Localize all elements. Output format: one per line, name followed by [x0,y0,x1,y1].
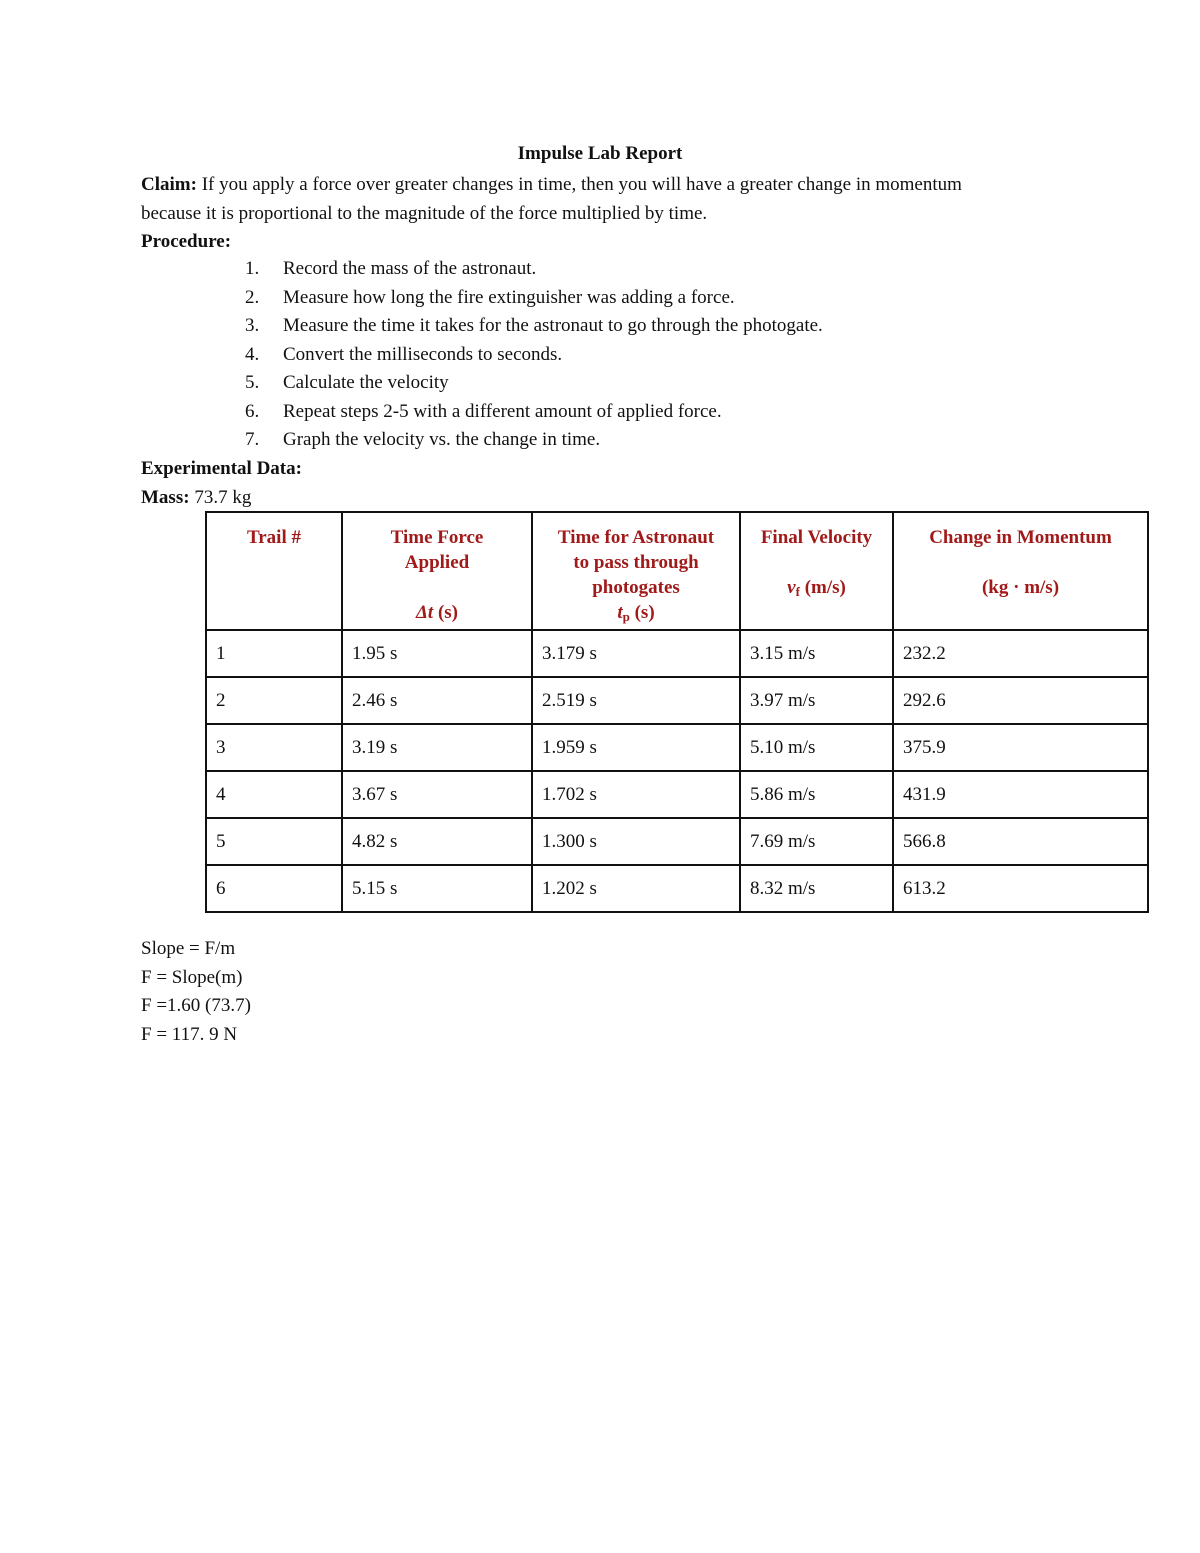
step-number: 4. [245,343,260,365]
list-item [245,255,823,284]
formula-line: F =1.60 (73.7) [141,995,251,1016]
cell-astronaut-time: 2.519 s [532,677,740,724]
cell-time-force: 2.46 s [342,677,532,724]
formula-line: F = Slope(m) [141,966,243,988]
list-item [245,398,823,427]
procedure-steps-list [245,255,823,455]
cell-final-velocity: 3.15 m/s [740,630,893,677]
list-item [245,341,823,370]
vf-symbol: v [787,577,796,598]
cell-momentum: 375.9 [893,724,1148,771]
cell-final-velocity: 8.32 m/s [740,865,893,912]
cell-momentum: 566.8 [893,818,1148,865]
claim-text: If you apply a force over greater changes in time, then you will have a greater change in momentum because it is proportional to the magnitude of the force multiplied by time. [141,174,962,224]
page-title: Impulse Lab Report [517,143,683,164]
delta-t-symbol: Δt [415,602,434,623]
cell-astronaut-time: 1.300 s [532,818,740,865]
header-trail: Trail # [206,512,342,630]
cell-trail: 2 [206,677,342,724]
table-row [206,865,1148,912]
step-number: 7. [245,429,260,450]
procedure-heading: Procedure: [141,231,232,252]
list-item [245,284,823,313]
step-text: Record the mass of the astronaut. [283,258,537,279]
list-item [245,312,823,341]
cell-trail: 1 [206,630,342,677]
cell-time-force: 1.95 s [342,630,532,677]
step-text: Repeat steps 2-5 with a different amount of applied force. [283,400,722,422]
table-row [206,818,1148,865]
step-text: Measure the time it takes for the astronaut to go through the photogate. [283,315,823,336]
mass-value: 73.7 kg [194,487,252,508]
step-number: 6. [245,400,260,422]
list-item [245,426,823,455]
step-text: Measure how long the fire extinguisher was adding a force. [283,286,735,308]
cell-trail: 3 [206,724,342,771]
cell-time-force: 3.67 s [342,771,532,818]
header-change-in-momentum: Change in Momentum (kg · m/s) [893,512,1148,630]
mass-label: Mass: [141,487,190,508]
cell-astronaut-time: 3.179 s [532,630,740,677]
cell-trail: 6 [206,865,342,912]
cell-momentum: 232.2 [893,630,1148,677]
cell-time-force: 3.19 s [342,724,532,771]
table-row [206,724,1148,771]
cell-final-velocity: 3.97 m/s [740,677,893,724]
data-table [205,511,1149,913]
table-row [206,630,1148,677]
tp-symbol: t [617,602,623,623]
step-number: 5. [245,372,260,393]
table-row [206,771,1148,818]
cell-momentum: 292.6 [893,677,1148,724]
header-astronaut-time: Time for Astronaut to pass through photogates $t_p$ (s) [532,512,740,630]
claim-paragraph [141,170,1001,228]
cell-astronaut-time: 1.702 s [532,771,740,818]
step-text: Calculate the velocity [283,372,449,393]
header-time-force: Time Force Applied Δt (s) [342,512,532,630]
formula-line: Slope = F/m [141,938,236,959]
formula-line: F = 117. 9 N [141,1023,238,1045]
cell-trail: 5 [206,818,342,865]
cell-final-velocity: 7.69 m/s [740,818,893,865]
cell-trail: 4 [206,771,342,818]
cell-momentum: 431.9 [893,771,1148,818]
table-row [206,677,1148,724]
step-number: 1. [245,258,260,279]
cell-time-force: 5.15 s [342,865,532,912]
formula-block [141,935,251,1049]
step-number: 2. [245,286,260,308]
step-text: Convert the milliseconds to seconds. [283,343,563,365]
cell-astronaut-time: 1.959 s [532,724,740,771]
header-final-velocity: Final Velocity $v_f$ (m/s) [740,512,893,630]
cell-final-velocity: 5.10 m/s [740,724,893,771]
claim-label: Claim: [141,174,197,195]
step-number: 3. [245,315,260,336]
experimental-data-heading: Experimental Data: [141,458,302,479]
list-item [245,369,823,398]
step-text: Graph the velocity vs. the change in time. [283,429,601,450]
mass-line [141,484,251,512]
cell-astronaut-time: 1.202 s [532,865,740,912]
cell-momentum: 613.2 [893,865,1148,912]
table-header-row [206,512,1148,630]
cell-time-force: 4.82 s [342,818,532,865]
cell-final-velocity: 5.86 m/s [740,771,893,818]
